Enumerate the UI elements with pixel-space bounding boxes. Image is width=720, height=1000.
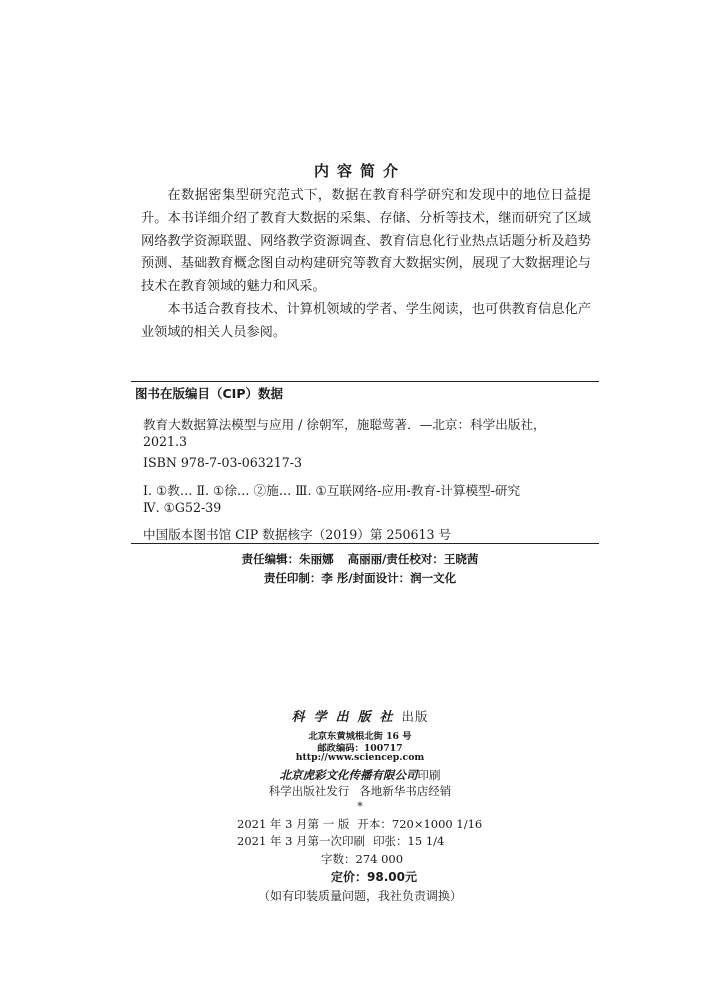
distribution-line (0, 783, 720, 799)
edition-line (237, 816, 482, 832)
cip-bottom-rule (131, 543, 599, 544)
intro-paragraph-1: 在数据密集型研究范式下，数据在教育科学研究和发现中的地位日益提升。本书详细介绍了教育大数据的采集、存储、分析等技术，继而研究了区域网络教学资源联盟、网络教学资源调查、教育信息化行业热点话题分析及趋势预测、基础教育概念图自动构建研究等教育大数据实例，展现了大数据理论与技术在教育领域的魅力和风采。 (141, 188, 591, 295)
publisher-postcode: 邮政编码：100717 (317, 743, 403, 754)
cip-record-number: 中国版本图书馆 CIP 数据核字（2019）第 250613 号 (143, 527, 452, 542)
cover-designer: 润一文化 (410, 571, 457, 585)
printing-manager: 李 彤 (321, 571, 349, 585)
cip-top-rule (131, 381, 599, 382)
quality-notice: （如有印装质量问题，我社负责调换） (257, 889, 462, 903)
printing-line (237, 833, 444, 849)
cip-classification-1: Ⅰ. ①教… Ⅱ. ①徐… ②施… Ⅲ. ①互联网络-应用-教育-计算模型-研究 (143, 483, 521, 498)
intro-paragraph-2: 本书适合教育技术、计算机领域的学者、学生阅读，也可供教育信息化产业领域的相关人员参阅。 (141, 301, 591, 340)
distributor: 科学出版社发行 (268, 784, 350, 798)
cip-year: 2021.3 (143, 434, 188, 449)
cover-label: 封面设计： (352, 571, 411, 585)
credits-printing: 责任印制：李 彤/封面设计：润一文化 (263, 571, 457, 585)
printer-name: 北京虎彩文化传播有限公司 (279, 768, 418, 782)
editor-1: 朱丽娜 (299, 552, 334, 566)
cip-title-line: 教育大数据算法模型与应用 / 徐朝军，施聪莺著．—北京：科学出版社， (143, 417, 546, 432)
book-format: 开本：720×1000 1/16 (357, 817, 483, 831)
proofreader-label: 责任校对： (386, 552, 444, 566)
word-count: 字数：274 000 (321, 852, 404, 866)
first-printing: 2021 年 3 月第一次印刷 (237, 834, 366, 848)
retailer: 各地新华书店经销 (359, 784, 452, 798)
printed-sheets: 印张：15 1/4 (373, 834, 445, 848)
first-edition: 2021 年 3 月第 一 版 (237, 817, 350, 831)
publisher-address: 北京东黄城根北街 16 号 (308, 731, 412, 742)
proofreader: 王晓茜 (443, 552, 479, 566)
printer-suffix: 印刷 (417, 768, 441, 782)
publisher-name: 科学出版社 (291, 710, 402, 725)
cip-classification-2: Ⅳ. ①G52-39 (143, 500, 222, 515)
printing-label: 责任印制： (263, 571, 322, 585)
price: 定价：98.00元 (331, 870, 417, 884)
intro-title: 内容简介 (313, 162, 406, 180)
publisher-url: http://www.sciencep.com (295, 752, 425, 763)
cip-isbn: ISBN 978-7-03-063217-3 (143, 455, 303, 470)
intro-body (141, 185, 591, 345)
separator-star: * (357, 800, 363, 813)
publisher-line (0, 706, 720, 725)
cip-heading: 图书在版编目（CIP）数据 (135, 386, 283, 401)
publisher-suffix: 出版 (401, 709, 429, 724)
credits-editors: 责任编辑：朱丽娜 高丽丽/责任校对：王晓茜 (241, 552, 479, 566)
printer-line (0, 764, 720, 783)
editors-label: 责任编辑： (241, 552, 300, 566)
editor-2: 高丽丽 (347, 552, 383, 566)
